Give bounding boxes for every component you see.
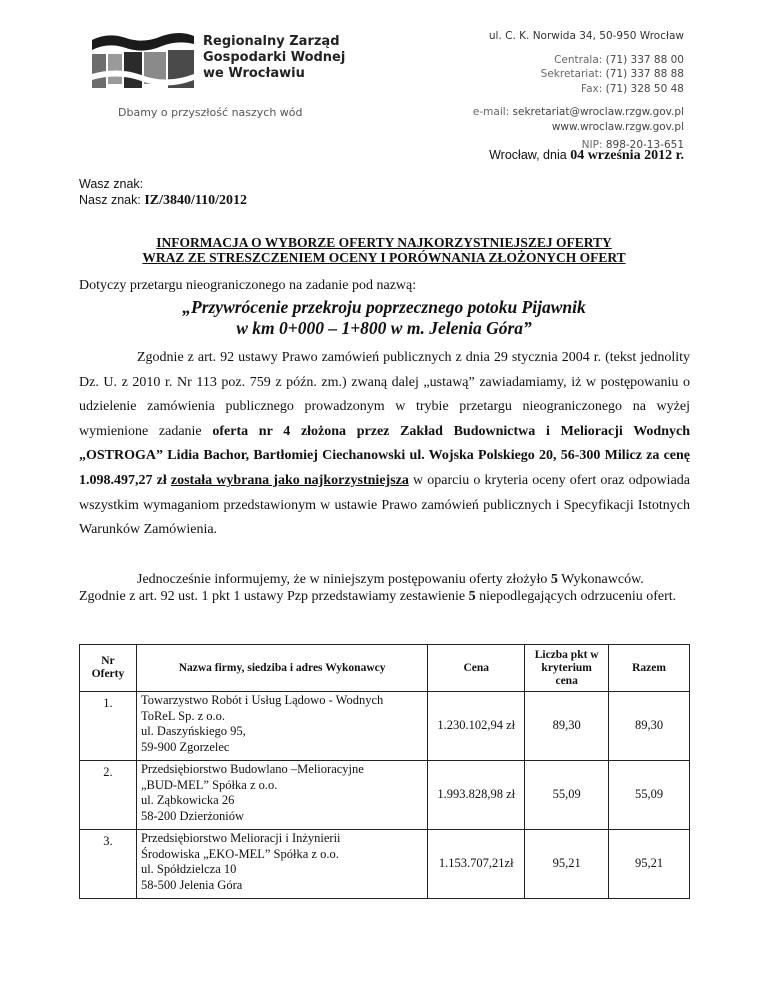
cell-price: 1.230.102,94 zł [428, 692, 525, 761]
your-reference: Wasz znak: [79, 177, 144, 191]
cell-nr: 3. [80, 830, 137, 899]
phone-sekretariat: Sekretariat: (71) 337 88 88 [540, 68, 684, 80]
cell-total: 55,09 [609, 761, 690, 830]
org-name-line: we Wrocławiu [203, 66, 305, 81]
cell-name: Przedsiębiorstwo Budowlano –Melioracyjne „BUD-MEL” Spółka z o.o. ul. Ząbkowicka 26 58-200 Dzierżoniów [136, 761, 427, 830]
tender-subject: „Przywrócenie przekroju poprzecznego potoku Pijawnik w km 0+000 – 1+800 w m. Jelenia Góra” [182, 297, 586, 338]
nip: NIP: 898-20-13-651 [581, 139, 684, 151]
motto: Dbamy o przyszłość naszych wód [118, 106, 303, 119]
org-name-line: Gospodarki Wodnej [203, 50, 346, 65]
table-header-row [80, 645, 690, 692]
org-name-line: Regionalny Zarząd [203, 34, 340, 49]
header-total: Razem [609, 645, 690, 692]
header-name: Nazwa firmy, siedziba i adres Wykonawcy [136, 645, 427, 692]
organization-name [203, 34, 345, 82]
header-points: Liczba pkt w kryterium cena [525, 645, 609, 692]
cell-nr: 1. [80, 692, 137, 761]
table-row [80, 830, 690, 899]
cell-name: Przedsiębiorstwo Melioracji i Inżynierii Środowiska „EKO-MEL” Spółka z o.o. ul. Spółdzielcza 10 58-500 Jelenia Góra [136, 830, 427, 899]
letter-date: Wrocław, dnia 04 września 2012 r. [489, 148, 684, 163]
cell-nr: 2. [80, 761, 137, 830]
cell-points: 95,21 [525, 830, 609, 899]
body-paragraph: Zgodnie z art. 92 ustawy Prawo zamówień publicznych z dnia 29 stycznia 2004 r. (tekst jednolity Dz. U. z 2010 r. Nr 113 poz. 759 z późn. zm.) zwaną dalej „ustawą” zawiadamiamy, iż w postępowaniu o udzielenie zamówienia publicznego prowadzonym w trybie przetargu nieograniczonego na wyżej wymienione zadanie oferta nr 4 złożona przez Zakład Budownictwa i Melioracji Wodnych „OSTROGA” Lidia Bachor, Bartłomiej Ciechanowski ul. Wojska Polskiego 20, 56-300 Milicz za cenę 1.098.497,27 zł została wybrana jako najkorzystniejsza w oparciu o kryteria oceny ofert oraz odpowiada wszystkim wymaganiom przedstawionym w ustawie Prawo zamówień publicznych i Specyfikacji Istotnych Warunków Zamówienia. [79, 350, 691, 538]
phone-centrala: Centrala: (71) 337 88 00 [554, 53, 684, 66]
offers-paragraph: Jednocześnie informujemy, że w niniejszym postępowaniu oferty złożyło 5 Wykonawców. Zgodnie z art. 92 ust. 1 pkt 1 ustawy Pzp przedstawiamy zestawienie 5 niepodlegających odrzuceniu ofert. [79, 572, 677, 604]
document-title: INFORMACJA O WYBORZE OFERTY NAJKORZYSTNIEJSZEJ OFERTY WRAZ ZE STRESZCZENIEM OCENY I PORÓWNANIA ZŁOŻONYCH OFERT [142, 235, 626, 265]
cell-points: 89,30 [525, 692, 609, 761]
offers-table [79, 644, 690, 899]
email[interactable]: e-mail: sekretariat@wroclaw.rzgw.gov.pl [472, 106, 684, 118]
phone-fax: Fax: (71) 328 50 48 [581, 82, 684, 95]
address: ul. C. K. Norwida 34, 50-950 Wrocław [488, 30, 684, 42]
cell-price: 1.153.707,21zł [428, 830, 525, 899]
cell-name: Towarzystwo Robót i Usług Lądowo - Wodnych ToReL Sp. z o.o. ul. Daszyńskiego 95, 59-900 Zgorzelec [136, 692, 427, 761]
header-nr: Nr Oferty [80, 645, 137, 692]
website-link[interactable]: www.wroclaw.rzgw.gov.pl [551, 120, 684, 133]
cell-total: 95,21 [609, 830, 690, 899]
cell-points: 55,09 [525, 761, 609, 830]
our-reference: Nasz znak: IZ/3840/110/2012 [79, 193, 248, 208]
table-row [80, 761, 690, 830]
contact-block [473, 29, 684, 153]
subject-intro: Dotyczy przetargu nieograniczonego na zadanie pod nazwą: [79, 278, 417, 293]
rzgw-logo [88, 30, 196, 92]
header-price: Cena [428, 645, 525, 692]
table-row [80, 692, 690, 761]
cell-price: 1.993.828,98 zł [428, 761, 525, 830]
cell-total: 89,30 [609, 692, 690, 761]
reference-block [79, 176, 247, 209]
